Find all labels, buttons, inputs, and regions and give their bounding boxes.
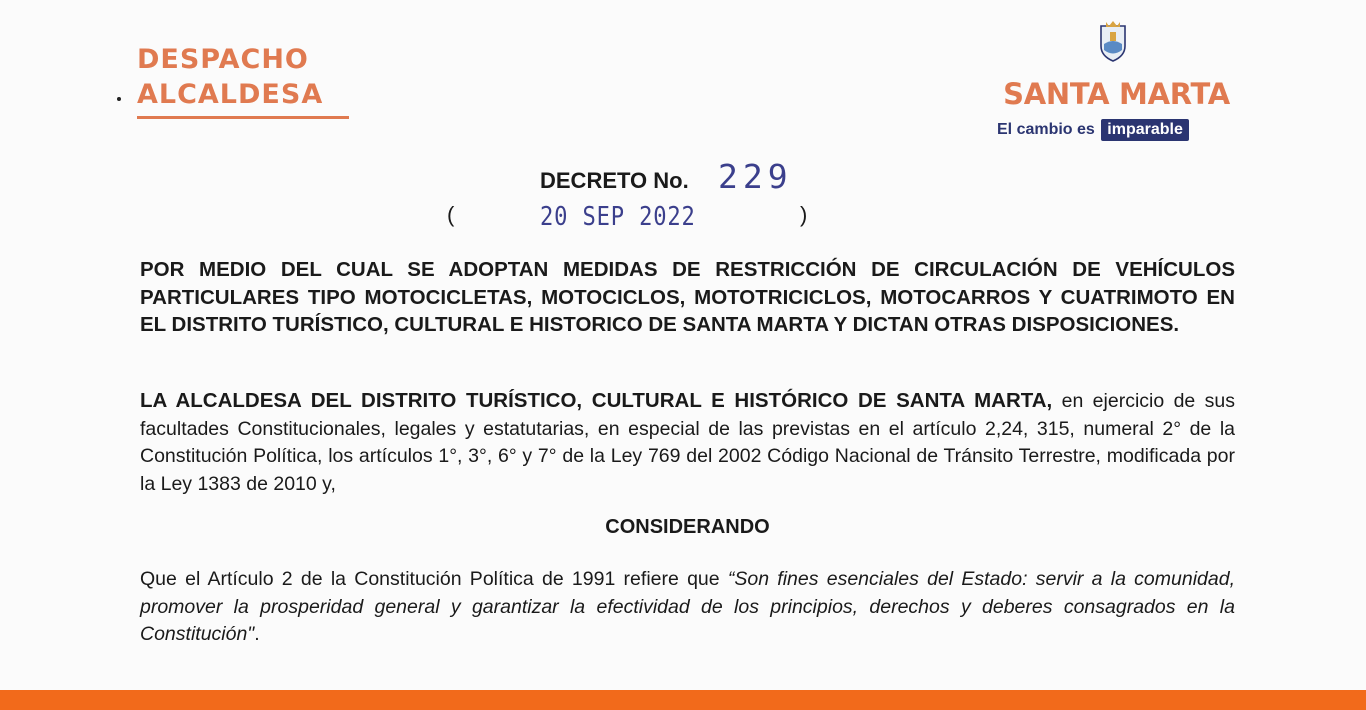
city-name: SANTA MARTA — [1003, 77, 1230, 111]
slogan-prefix: El cambio es — [997, 121, 1095, 138]
decree-title: POR MEDIO DEL CUAL SE ADOPTAN MEDIDAS DE RESTRICCIÓN DE CIRCULACIÓN DE VEHÍCULOS PARTICULARES TIPO MOTOCICLETAS, MOTOCICLOS, MOTOTRICICLOS, MOTOCARROS Y CUATRIMOTO EN EL DISTRITO TURÍSTICO, CULTURAL E HISTORICO DE SANTA MARTA Y DICTAN OTRAS DISPOSICIONES. — [140, 258, 1235, 336]
santa-marta-logo — [994, 20, 1239, 145]
office-line-2: ALCALDESA — [137, 79, 324, 110]
recital-intro: Que el Artículo 2 de la Constitución Política de 1991 refiere que — [140, 568, 728, 590]
considerando-heading: CONSIDERANDO — [605, 516, 770, 538]
recital-quote: “Son fines esenciales del Estado: servir a la comunidad, promover la prosperidad general y garantizar la efectividad de los principios, derechos y deberes consagrados en la Constitución" — [140, 568, 1235, 645]
decree-number-stamp: 229 — [718, 157, 793, 196]
office-header — [137, 42, 349, 119]
bottom-accent-bar — [0, 690, 1366, 710]
office-underline — [137, 116, 349, 119]
authority-body: en ejercicio de sus facultades Constitucionales, legales y estatutarias, en especial de las previstas en el artículo 2,24, 315, numeral 2° de la Constitución Política, los artículos 1°, 3°, 6° y 7° de la Ley 769 del 2002 Código Nacional de Tránsito Terrestre, modificada por la Ley 1383 de 2010 y, — [140, 390, 1235, 495]
stray-mark — [117, 97, 121, 101]
slogan-highlight: imparable — [1101, 119, 1189, 141]
city-crest-icon — [1098, 20, 1128, 62]
date-paren-close: ) — [800, 202, 808, 227]
recital-end: . — [254, 623, 260, 645]
decree-label: DECRETO No. — [540, 168, 689, 193]
date-paren-open: ( — [447, 202, 455, 227]
authority-heading: LA ALCALDESA DEL DISTRITO TURÍSTICO, CULTURAL E HISTÓRICO DE SANTA MARTA, — [140, 389, 1053, 412]
city-slogan — [997, 119, 1189, 141]
decree-date-stamp: 20 SEP 2022 — [540, 202, 696, 232]
office-line-1: DESPACHO — [137, 44, 309, 75]
authority-paragraph — [140, 387, 1235, 498]
first-recital — [140, 566, 1235, 649]
